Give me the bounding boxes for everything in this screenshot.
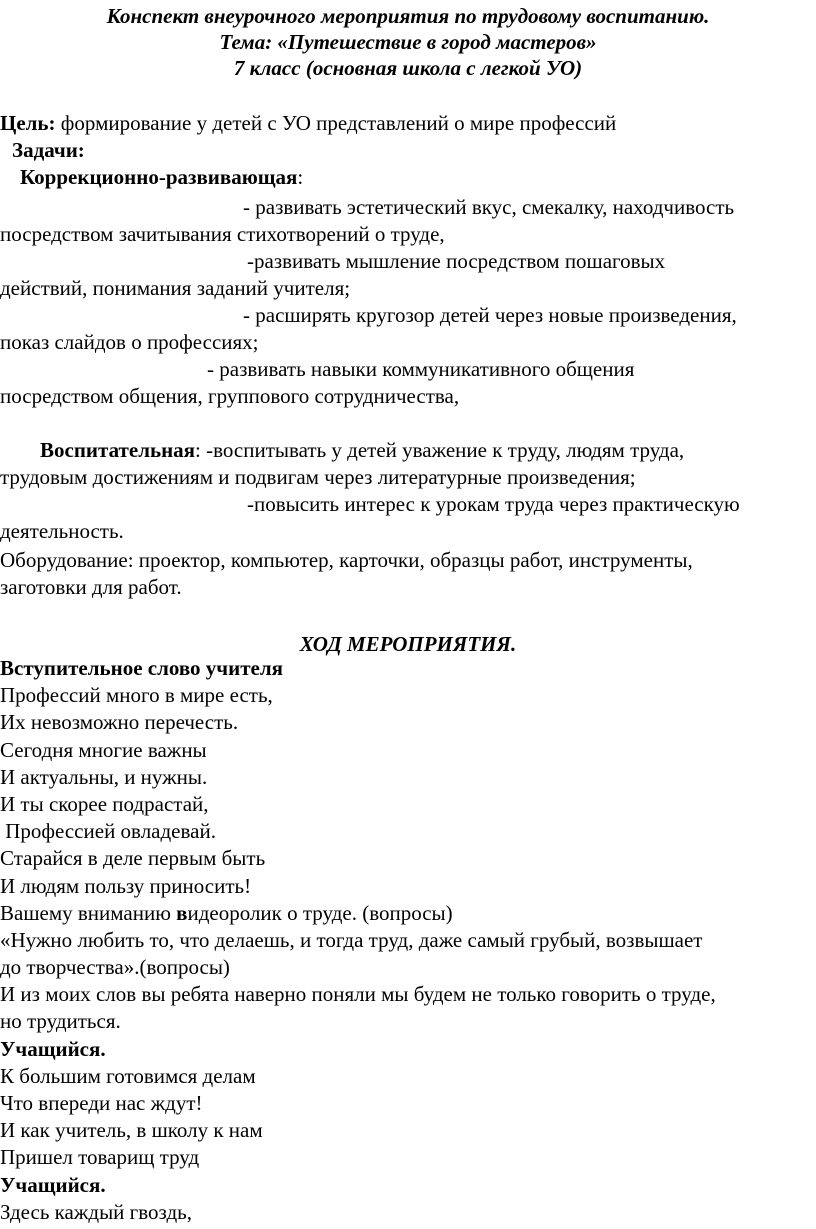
correctional-line: - развивать навыки коммуникативного общения (207, 357, 635, 381)
video-text-pre: Вашему вниманию (0, 900, 177, 925)
event-body (0, 655, 816, 1226)
quote-line: до творчества».(вопросы) (0, 955, 230, 980)
goal-line (0, 110, 616, 138)
correctional-line: посредством зачитывания стихотворений о труде, (0, 222, 445, 246)
correctional-line: -развивать мышление посредством пошаговых (247, 249, 666, 273)
document-header (0, 3, 816, 81)
educational-line: деятельность. (0, 519, 124, 543)
poem-line: К большим готовимся делам (0, 1063, 256, 1088)
correctional-line: - развивать эстетический вкус, смекалку, находчивость (243, 195, 735, 219)
poem-line: И ты скорее подрастай, (0, 791, 209, 816)
header-title: Конспект внеурочного мероприятия по трудовому воспитанию. (106, 4, 710, 28)
quote-line: «Нужно любить то, что делаешь, и тогда труд, даже самый грубый, возвышает (0, 927, 703, 952)
equipment-line: заготовки для работ. (0, 575, 182, 599)
video-text-post: идеоролик о труде. (вопросы) (187, 900, 453, 925)
poem-line: Профессий много в мире есть, (0, 683, 273, 708)
poem-line: Их невозможно перечесть. (0, 710, 239, 735)
equipment-line: Оборудование: проектор, компьютер, карточки, образцы работ, инструменты, (0, 548, 693, 572)
educational-text: : -воспитывать у детей уважение к труду, людям труда, (195, 438, 685, 462)
student-label: Учащийся. (0, 1172, 106, 1197)
poem-line: И людям пользу приносить! (0, 873, 252, 898)
poem-line: Профессией овладевай. (0, 819, 216, 844)
tasks-label: Задачи: (12, 138, 85, 162)
poem-line: Здесь каждый гвоздь, (0, 1199, 192, 1224)
correctional-line: посредством общения, группового сотрудничества, (0, 384, 460, 408)
video-line (0, 900, 816, 927)
student-label: Учащийся. (0, 1036, 106, 1061)
poem-line: И как учитель, в школу к нам (0, 1118, 263, 1143)
teacher-words-line: но трудиться. (0, 1009, 121, 1034)
goal-text: формирование у детей с УО представлений о мире профессий (55, 111, 617, 135)
poem-line: И актуальны, и нужны. (0, 764, 208, 789)
video-text-bold: в (176, 900, 188, 925)
correctional-line: показ слайдов о профессиях; (0, 330, 259, 354)
correctional-line: действий, понимания заданий учителя; (0, 276, 351, 300)
educational-label: Воспитательная (40, 438, 196, 462)
educational-line: -повысить интерес к урокам труда через практическую (247, 492, 740, 516)
educational-line: трудовым достижениям и подвигам через литературные произведения; (0, 465, 636, 489)
goal-label: Цель: (0, 111, 56, 135)
poem-line: Старайся в деле первым быть (0, 846, 266, 871)
course-title: ХОД МЕРОПРИЯТИЯ. (299, 632, 517, 656)
poem-line: Пришел товарищ труд (0, 1145, 200, 1170)
header-grade: 7 класс (основная школа с легкой УО) (233, 56, 583, 80)
correctional-heading (20, 164, 303, 192)
intro-heading: Вступительное слово учителя (0, 656, 284, 680)
correctional-line: - расширять кругозор детей через новые произведения, (243, 303, 737, 327)
header-theme: Тема: «Путешествие в город мастеров» (219, 30, 597, 54)
poem-line: Что впереди нас ждут! (0, 1091, 203, 1115)
correctional-label: Коррекционно-развивающая (20, 165, 298, 189)
correctional-colon: : (297, 165, 304, 189)
educational-heading (40, 437, 684, 465)
teacher-words-line: И из моих слов вы ребята наверно поняли мы будем не только говорить о труде, (0, 982, 716, 1007)
poem-line: Сегодня многие важны (0, 737, 207, 762)
